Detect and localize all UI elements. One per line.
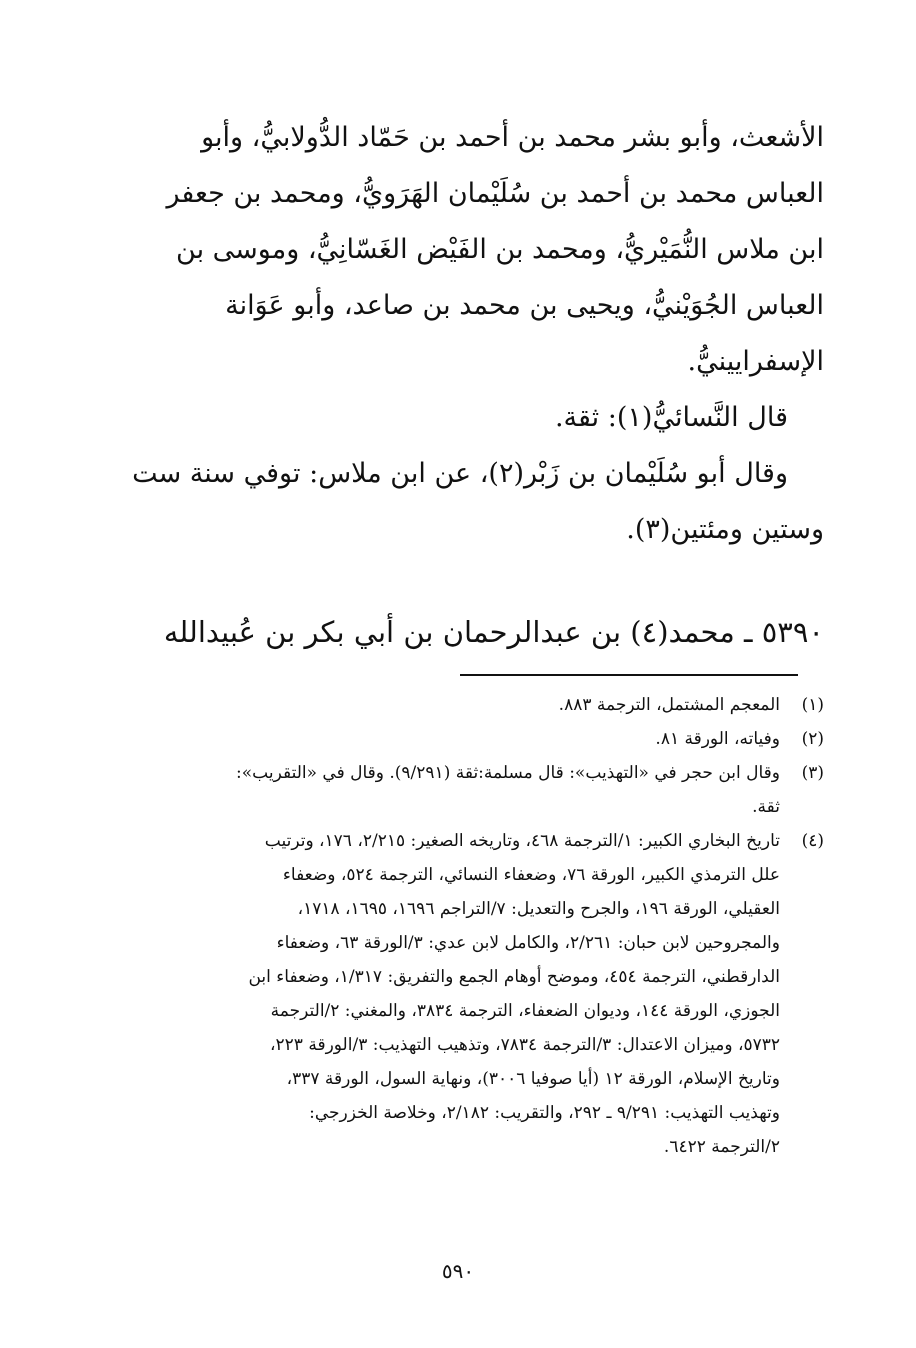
footnote-line: الدارقطني، الترجمة ٤٥٤، وموضح أوهام الجمع والتفريق: ١/٣١٧، وضعفاء ابن	[248, 967, 780, 987]
footnote-line: ٥٧٣٢، وميزان الاعتدال: ٣/الترجمة ٧٨٣٤، وتذهيب التهذيب: ٣/الورقة ٢٢٣،	[270, 1035, 780, 1055]
footnote-number: (٢)	[801, 729, 824, 749]
footnote-line: المعجم المشتمل، الترجمة ٨٨٣.	[558, 695, 780, 715]
main-text-line: ابن ملاس النُّمَيْريُّ، ومحمد بن الفَيْض الغَسّانِيُّ، وموسى بن	[176, 234, 824, 265]
footnote-number: (٣)	[801, 763, 824, 783]
main-text-line: الأشعث، وأبو بشر محمد بن أحمد بن حَمّاد الدُّولابيُّ، وأبو	[201, 122, 824, 153]
footnote-line: علل الترمذي الكبير، الورقة ٧٦، وضعفاء النسائي، الترجمة ٥٢٤، وضعفاء	[282, 865, 780, 885]
footnote-line: وقال ابن حجر في «التهذيب»: قال مسلمة:ثقة (٩/٢٩١). وقال في «التقريب»:	[236, 763, 780, 783]
footnote-separator	[460, 674, 798, 676]
main-text-line: وستين ومئتين(٣).	[626, 514, 824, 545]
footnote-line: ثقة.	[752, 797, 780, 817]
footnote	[96, 756, 824, 824]
main-text-line: وقال أبو سُلَيْمان بن زَبْر(٢)، عن ابن ملاس: توفي سنة ست	[132, 458, 788, 489]
entry-heading: ٥٣٩٠ ـ محمد(٤) بن عبدالرحمان بن أبي بكر بن عُبيدالله	[163, 615, 824, 649]
main-text	[96, 110, 824, 558]
footnote-line: وفياته، الورقة ٨١.	[655, 729, 780, 749]
footnote	[96, 824, 824, 1164]
footnote-line: الجوزي، الورقة ١٤٤، وديوان الضعفاء، الترجمة ٣٨٣٤، والمغني: ٢/الترجمة	[270, 1001, 780, 1021]
footnotes	[96, 688, 824, 1164]
footnote-line: والمجروحين لابن حبان: ٢/٢٦١، والكامل لابن عدي: ٣/الورقة ٦٣، وضعفاء	[276, 933, 780, 953]
footnote-number: (١)	[801, 695, 824, 715]
main-text-line: العباس محمد بن أحمد بن سُلَيْمان الهَرَويُّ، ومحمد بن جعفر	[166, 178, 824, 209]
footnote	[96, 688, 824, 722]
footnote-number: (٤)	[801, 831, 824, 851]
footnote-line: وتهذيب التهذيب: ٩/٢٩١ ـ ٢٩٢، والتقريب: ٢/١٨٢، وخلاصة الخزرجي:	[309, 1103, 780, 1123]
main-text-line: قال النَّسائيُّ(١): ثقة.	[554, 402, 788, 433]
main-text-line: الإسفرايينيُّ.	[687, 346, 824, 377]
page-number: ٥٩٠	[441, 1259, 475, 1283]
footnote-line: ٢/الترجمة ٦٤٢٢.	[663, 1137, 780, 1157]
footnote-line: تاريخ البخاري الكبير: ١/الترجمة ٤٦٨، وتاريخه الصغير: ٢/٢١٥، ١٧٦، وترتيب	[264, 831, 780, 851]
main-text-line: العباس الجُوَيْنيُّ، ويحيى بن محمد بن صاعد، وأبو عَوَانة	[225, 290, 824, 321]
footnote	[96, 722, 824, 756]
footnote-line: وتاريخ الإسلام، الورقة ١٢ (أيا صوفيا ٣٠٠٦)، ونهاية السول، الورقة ٣٣٧،	[286, 1069, 780, 1089]
footnote-line: العقيلي، الورقة ١٩٦، والجرح والتعديل: ٧/التراجم ١٦٩٦، ١٦٩٥، ١٧١٨،	[297, 899, 780, 919]
